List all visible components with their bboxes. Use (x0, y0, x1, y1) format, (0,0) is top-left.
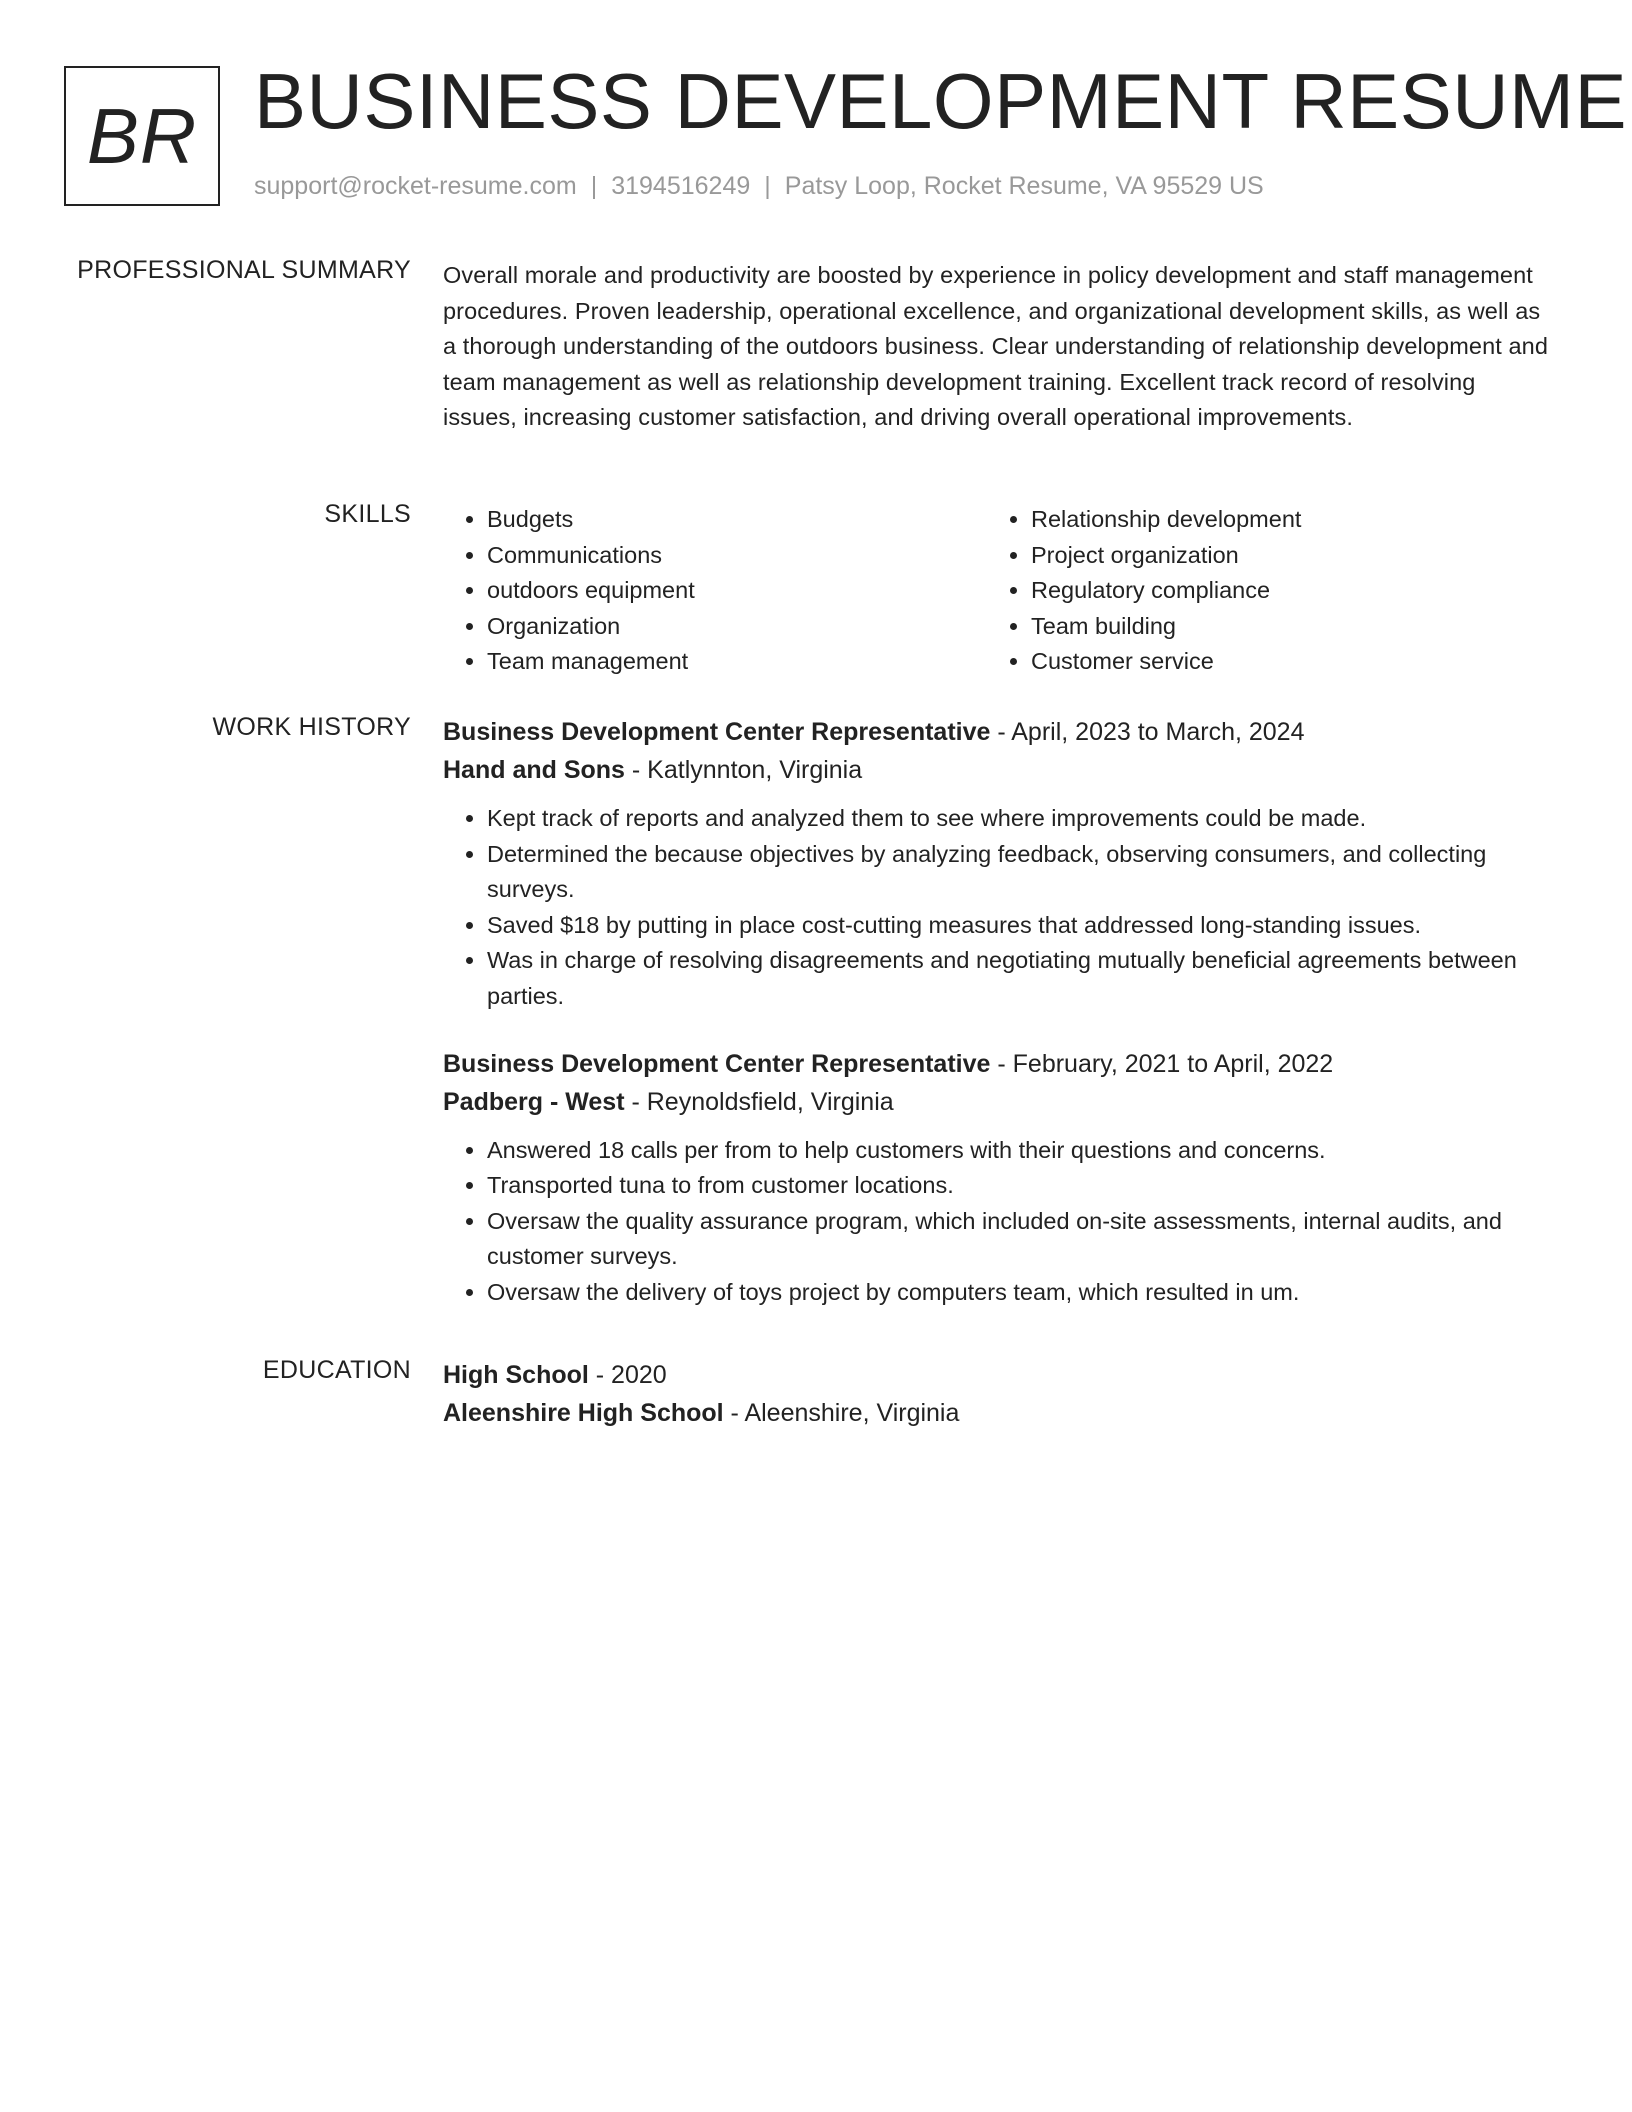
job-bullet: • Determined the because objectives by analyzing feedback, observing consumers, and collecting surveys. (487, 837, 1553, 908)
section-label-summary: PROFESSIONAL SUMMARY (77, 256, 411, 284)
job-location: - Reynoldsfield, Virginia (624, 1087, 894, 1116)
job-title: Business Development Center Representative (443, 718, 991, 746)
job-bullet: • Transported tuna to from customer locations. (487, 1168, 1553, 1204)
skill-item: • Team building (1031, 609, 1531, 645)
education-degree: High School (443, 1361, 589, 1389)
skills-column-left (443, 502, 987, 680)
education-school-line (443, 1394, 1553, 1432)
education-year: - 2020 (588, 1361, 667, 1389)
job-company-line (443, 751, 1553, 789)
section-label-skills: SKILLS (324, 500, 411, 528)
job-bullet: • Was in charge of resolving disagreements and negotiating mutually beneficial agreements between parties. (487, 943, 1553, 1014)
skill-item: • Team management (487, 644, 987, 680)
education-location: - Aleenshire, Virginia (723, 1399, 960, 1427)
job-title: Business Development Center Representative (443, 1049, 991, 1078)
skill-item: • Organization (487, 609, 987, 645)
job-title-line (443, 713, 1553, 751)
skill-item: • Customer service (1031, 644, 1531, 680)
job-bullet: • Kept track of reports and analyzed them to see where improvements could be made. (487, 801, 1553, 837)
education-body (443, 1356, 1553, 1432)
job-company-line (443, 1083, 1553, 1121)
monogram-logo: BR (64, 66, 220, 206)
skills-list-right (987, 502, 1531, 680)
job-entry (443, 1045, 1553, 1311)
job-entry (443, 713, 1553, 1015)
contact-phone: 3194516249 (611, 172, 751, 200)
education-degree-line (443, 1356, 1553, 1394)
summary-body (443, 258, 1553, 436)
job-bullet: • Oversaw the delivery of toys project by computers team, which resulted in um. (487, 1275, 1553, 1311)
skill-item: • Project organization (1031, 538, 1531, 574)
skill-item: • Budgets (487, 502, 987, 538)
contact-separator: | (764, 172, 771, 200)
contact-address: Patsy Loop, Rocket Resume, VA 95529 US (784, 172, 1264, 200)
skill-item: • outdoors equipment (487, 573, 987, 609)
education-school: Aleenshire High School (443, 1399, 724, 1427)
skills-body (443, 502, 1553, 680)
job-bullet: • Saved $18 by putting in place cost-cutting measures that addressed long-standing issues. (487, 908, 1553, 944)
job-bullet: • Answered 18 calls per from to help customers with their questions and concerns. (487, 1133, 1553, 1169)
section-label-education: EDUCATION (262, 1356, 411, 1384)
skills-columns (443, 502, 1553, 680)
work-body (443, 713, 1553, 1311)
skill-item: • Communications (487, 538, 987, 574)
skill-item: • Regulatory compliance (1031, 573, 1531, 609)
summary-text: Overall morale and productivity are boosted by experience in policy development and staff management procedures. Proven leadership, operational excellence, and organizational development skills, as well as a thorough understanding of the outdoors business. Clear understanding of relationship development and team management as well as relationship development training. Excellent track record of resolving issues, increasing customer satisfaction, and driving overall operational improvements. (443, 262, 1549, 431)
job-bullet-list (443, 1133, 1553, 1311)
job-title-line (443, 1045, 1553, 1083)
contact-email: support@rocket-resume.com (254, 172, 577, 200)
contact-line (254, 172, 1264, 201)
job-dates: - February, 2021 to April, 2022 (990, 1049, 1334, 1078)
resume-title: BUSINESS DEVELOPMENT RESUME (254, 57, 1628, 145)
section-label-work: WORK HISTORY (212, 713, 411, 741)
job-bullet: • Oversaw the quality assurance program, which included on-site assessments, internal audits, and customer surveys. (487, 1204, 1553, 1275)
job-company: Hand and Sons (443, 756, 625, 784)
contact-separator: | (590, 172, 598, 200)
job-location: - Katlynnton, Virginia (624, 756, 863, 784)
job-bullet-list (443, 801, 1553, 1015)
skills-list-left (443, 502, 987, 680)
skill-item: • Relationship development (1031, 502, 1531, 538)
skills-column-right (987, 502, 1531, 680)
job-dates: - April, 2023 to March, 2024 (990, 718, 1305, 746)
job-company: Padberg - West (443, 1087, 625, 1116)
